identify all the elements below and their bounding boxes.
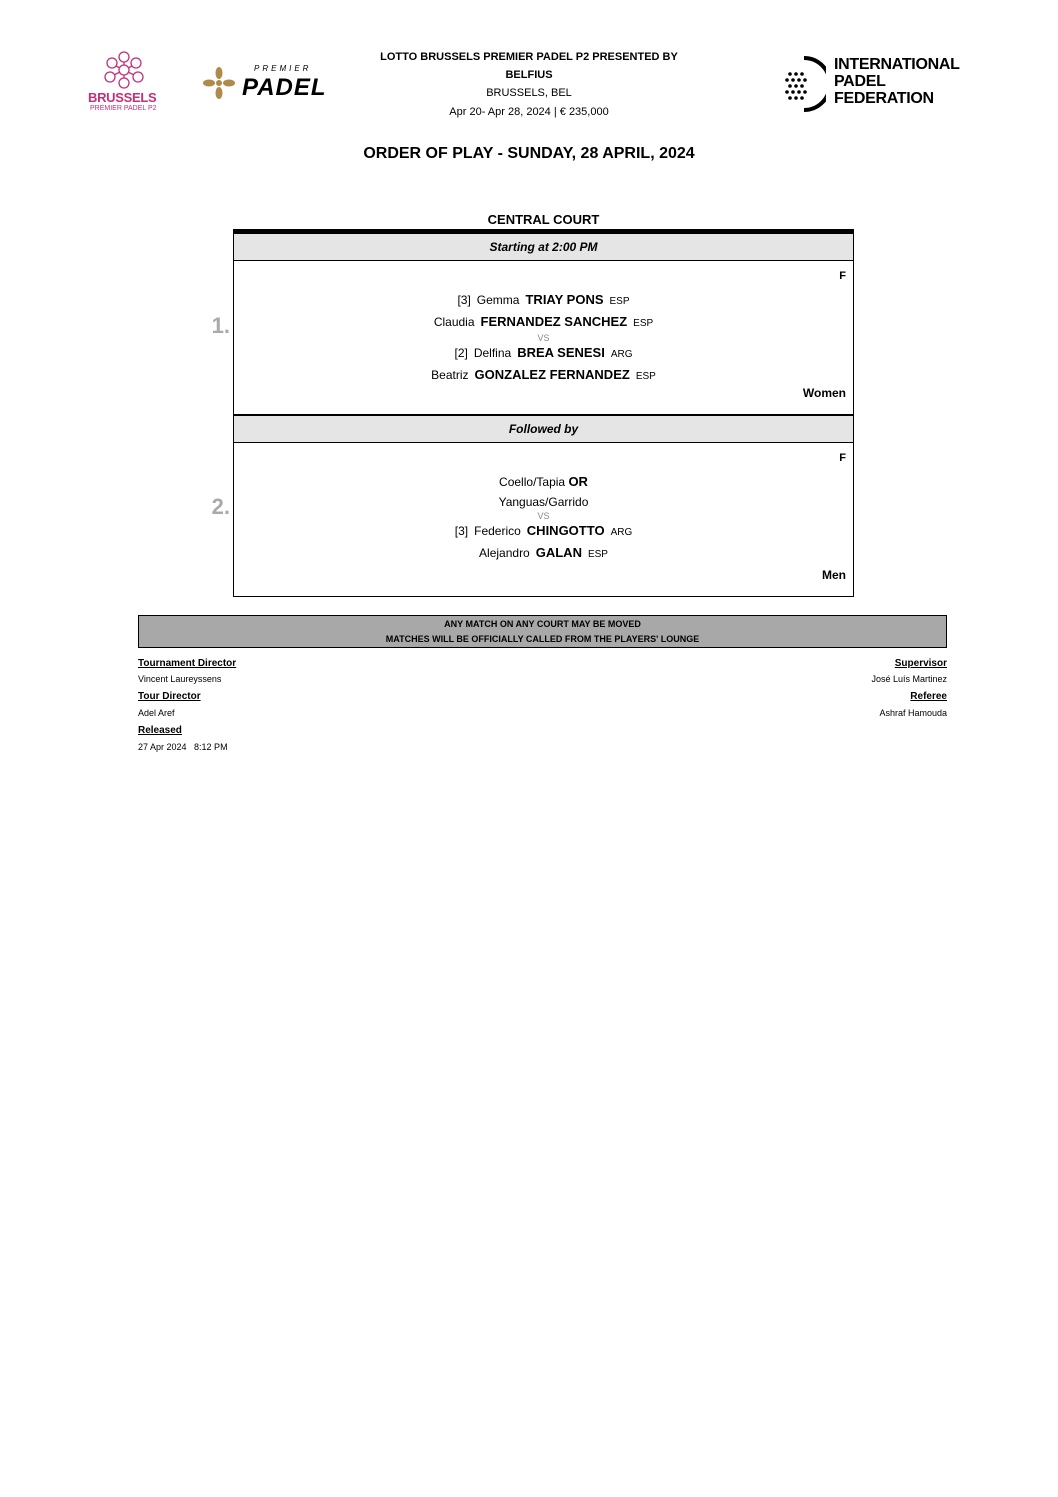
ipf-logo-line1: INTERNATIONAL	[834, 56, 960, 73]
match-1-round: F	[839, 270, 846, 282]
match-1-number: 1.	[211, 313, 230, 338]
match-1-team1-player1: [3] Gemma TRIAY PONS ESP	[457, 292, 630, 307]
match-1-team2-player1: [2] Delfina BREA SENESI ARG	[454, 345, 633, 360]
tournament-name-line1: LOTTO BRUSSELS PREMIER PADEL P2 PRESENTED BY	[380, 51, 678, 63]
match-2-card	[233, 443, 854, 597]
match-1-start-band: Starting at 2:00 PM	[233, 233, 854, 261]
brussels-logo-subtext: PREMIER PADEL P2	[90, 105, 157, 112]
match-1-team1-player2: Claudia FERNANDEZ SANCHEZ ESP	[433, 314, 654, 329]
notice-line2: MATCHES WILL BE OFFICIALLY CALLED FROM THE PLAYERS' LOUNGE	[385, 634, 700, 644]
premier-padel-star-icon	[202, 66, 236, 100]
match-2-start-band: Followed by	[233, 415, 854, 443]
match-1-vs: VS	[537, 333, 550, 343]
supervisor-label: Supervisor	[894, 658, 947, 669]
premier-logo-small-text: PREMIER	[254, 64, 312, 73]
referee-label: Referee	[910, 691, 947, 702]
ipf-logo	[782, 54, 960, 112]
match-1-category: Women	[802, 386, 846, 400]
page-title: ORDER OF PLAY - SUNDAY, 28 APRIL, 2024	[363, 145, 695, 162]
supervisor-name: José Luís Martinez	[871, 674, 947, 684]
released-timestamp: 27 Apr 2024 8:12 PM	[138, 742, 228, 752]
tournament-name-line2: BELFIUS	[505, 69, 553, 81]
ipf-racket-icon	[782, 56, 826, 112]
tour-director-name: Adel Aref	[138, 708, 175, 718]
match-2-team1-line2: Yanguas/Garrido	[498, 495, 589, 509]
brussels-logo-text: BRUSSELS	[88, 90, 157, 105]
tour-director-label: Tour Director	[138, 691, 201, 702]
court-name: CENTRAL COURT	[487, 212, 600, 227]
match-2-vs: VS	[537, 511, 550, 521]
tournament-director-name: Vincent Laureyssens	[138, 674, 222, 684]
tournament-dates-prize: Apr 20- Apr 28, 2024 | € 235,000	[449, 106, 609, 118]
tournament-location: BRUSSELS, BEL	[486, 87, 572, 99]
tournament-director-label: Tournament Director	[138, 658, 237, 669]
notice-line1: ANY MATCH ON ANY COURT MAY BE MOVED	[444, 619, 641, 629]
notice-box	[138, 615, 947, 648]
match-1-card	[233, 261, 854, 415]
match-2-team2-player2: Alejandro GALAN ESP	[479, 545, 608, 560]
match-2-team1-line1: Coello/Tapia OR	[499, 474, 588, 489]
referee-name: Ashraf Hamouda	[879, 708, 947, 718]
ipf-logo-line3: FEDERATION	[834, 90, 934, 107]
match-1-team2-player2: Beatriz GONZALEZ FERNANDEZ ESP	[431, 367, 656, 382]
match-2-round: F	[839, 452, 846, 464]
match-2-players	[234, 472, 853, 565]
match-1-players	[234, 290, 853, 387]
premier-logo-big-text: PADEL	[242, 74, 327, 101]
match-2-category: Men	[822, 568, 846, 582]
ipf-logo-line2: PADEL	[834, 73, 886, 90]
match-2-team2-player1: [3] Federico CHINGOTTO ARG	[454, 523, 633, 538]
premier-padel-logo	[202, 64, 352, 102]
released-label: Released	[138, 725, 182, 736]
brussels-logo	[86, 48, 162, 116]
match-2-number: 2.	[211, 494, 230, 519]
